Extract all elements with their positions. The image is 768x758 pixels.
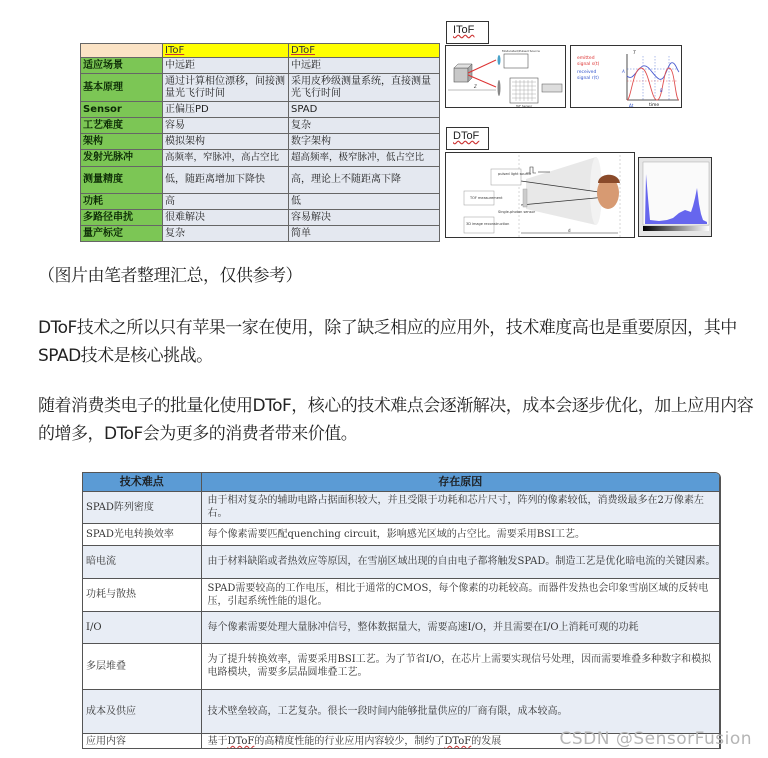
difficulty-reason: 由于材料缺陷或者热效应等原因，在雪崩区域出现的自由电子都将触发SPAD。制造工艺是优化暗电流的关键因素。: [201, 545, 720, 578]
dtof-term: DToF: [227, 736, 255, 747]
histogram-image: [638, 157, 712, 237]
difficulty-key: SPAD阵列密度: [83, 491, 201, 523]
svg-text:ToF Sensor: ToF Sensor: [516, 104, 533, 108]
svg-text:Z: Z: [474, 84, 477, 89]
difficulty-reason: 为了提升转换效率，需要采用BSI工艺。为了节省I/O，在芯片上需要实现信号处理，因而需要堆叠多种数字和模拟电路模块，需要多层晶圆堆叠工艺。: [201, 643, 720, 689]
table-row: [81, 150, 440, 167]
header-difficulty: 技术难点: [83, 473, 201, 491]
difficulty-key: 应用内容: [83, 733, 201, 749]
table-row: [81, 102, 440, 118]
table-row: [81, 210, 440, 226]
paragraph-2: 随着消费类电子的批量化使用DToF，核心的技术难点会逐渐解决，成本会逐步优化，加上应用内容的增多，DToF会为更多的消费者带来价值。: [38, 396, 754, 444]
table-row: [81, 74, 440, 102]
row-label: 基本原理: [81, 74, 163, 102]
row-label: 测量精度: [81, 167, 163, 194]
table-row: [83, 491, 720, 523]
table-row: [83, 545, 720, 578]
row-label: 适应场景: [81, 58, 163, 74]
table-row: [81, 226, 440, 242]
difficulty-reason: SPAD需要较高的工作电压，相比于通常的CMOS，每个像素的功耗较高。而器件发热也会印象雪崩区域的反转电压，引起系统性能的退化。: [201, 578, 720, 611]
header-corner: [81, 44, 163, 58]
itof-cell: 复杂: [163, 226, 289, 242]
itof-system-diagram: [445, 45, 566, 108]
text-part: 的高精度性能的行业应用内容较少，制约了: [254, 736, 445, 747]
table-row: [81, 118, 440, 134]
difficulty-key: I/O: [83, 611, 201, 643]
difficulty-key: 成本及供应: [83, 689, 201, 733]
svg-text:A: A: [622, 69, 625, 74]
table-row: [83, 523, 720, 545]
table-row: [83, 689, 720, 733]
svg-text:time: time: [649, 103, 660, 108]
dtof-cell: 超高频率，极窄脉冲，低占空比: [289, 150, 440, 167]
dtof-cell: 高，理论上不随距离下降: [289, 167, 440, 194]
difficulty-reason: 每个像素需要处理大量脉冲信号，整体数据量大，需要高速I/O，并且需要在I/O上消耗可观的功耗: [201, 611, 720, 643]
itof-cell: 中远距: [163, 58, 289, 74]
table-row: [83, 643, 720, 689]
svg-text:signal s(t): signal s(t): [577, 62, 600, 67]
row-label: 功耗: [81, 194, 163, 210]
dtof-cell: 低: [289, 194, 440, 210]
dtof-cell: SPAD: [289, 102, 440, 118]
difficulty-key: SPAD光电转换效率: [83, 523, 201, 545]
itof-cell: 高: [163, 194, 289, 210]
svg-text:signal r(t): signal r(t): [577, 76, 599, 81]
svg-text:B: B: [660, 88, 663, 93]
table-row: [81, 167, 440, 194]
svg-text:Δt: Δt: [629, 103, 634, 108]
header-reason: 存在原因: [201, 473, 720, 491]
itof-cell: 高频率，窄脉冲，高占空比: [163, 150, 289, 167]
row-label: 发射光脉冲: [81, 150, 163, 167]
table-header-row: [81, 44, 440, 58]
text-part: 基于: [207, 736, 228, 747]
dtof-cell: 简单: [289, 226, 440, 242]
itof-dtof-comparison-table: [80, 43, 440, 242]
itof-cell: 很难解决: [163, 210, 289, 226]
itof-cell: 通过计算相位漂移，间接测量光飞行时间: [163, 74, 289, 102]
row-label: Sensor: [81, 102, 163, 118]
header-dtof: DToF: [289, 44, 440, 58]
itof-cell: 低，随距离增加下降快: [163, 167, 289, 194]
svg-text:Single-photon sensor: Single-photon sensor: [498, 210, 536, 214]
table-row: [81, 134, 440, 150]
row-label: 架构: [81, 134, 163, 150]
difficulty-reason: 技术壁垒较高，工艺复杂。很长一段时间内能够批量供应的厂商有限，成本较高。: [201, 689, 720, 733]
itof-figure-label: IToF: [446, 21, 489, 44]
itof-system-diagram-art: [446, 46, 566, 108]
svg-text:pulsed light source: pulsed light source: [498, 172, 532, 176]
table-row: [81, 194, 440, 210]
dtof-system-diagram: [445, 152, 635, 238]
table-row: [83, 578, 720, 611]
dtof-term: DToF: [444, 736, 472, 747]
csdn-watermark: CSDN @SensorFusion: [559, 729, 752, 749]
difficulty-table: [83, 473, 720, 749]
difficulty-key: 功耗与散热: [83, 578, 201, 611]
difficulty-key: 暗电流: [83, 545, 201, 578]
svg-text:emitted: emitted: [577, 56, 595, 61]
dtof-system-diagram-art: [446, 153, 635, 238]
dtof-cell: 采用皮秒级测量系统，直接测量光飞行时间: [289, 74, 440, 102]
histogram-chart-art: [639, 158, 712, 237]
difficulty-key: 多层堆叠: [83, 643, 201, 689]
dtof-cell: 容易解决: [289, 210, 440, 226]
itof-cell: 容易: [163, 118, 289, 134]
svg-text:3D image reconstruction: 3D image reconstruction: [466, 222, 510, 226]
dtof-difficulty-table: [82, 472, 721, 749]
dtof-cell: 复杂: [289, 118, 440, 134]
table-row: [83, 611, 720, 643]
svg-text:TOF measurement: TOF measurement: [470, 196, 503, 200]
paragraph-1: DToF技术之所以只有苹果一家在使用，除了缺乏相应的应用外，技术难度高也是重要原因，其中SPAD技术是核心挑战。: [38, 318, 737, 366]
difficulty-reason: 由于相对复杂的辅助电路占据面积较大，并且受限于功耗和芯片尺寸，阵列的像素较低，消费级最多在2万像素左右。: [201, 491, 720, 523]
text-part: 的发展: [471, 736, 502, 747]
header-itof: IToF: [163, 44, 289, 58]
svg-text:T: T: [633, 51, 636, 56]
dtof-figure-label: DToF: [446, 127, 489, 150]
itof-cell: 模拟架构: [163, 134, 289, 150]
row-label: 量产标定: [81, 226, 163, 242]
dtof-cell: 数字架构: [289, 134, 440, 150]
row-label: 工艺难度: [81, 118, 163, 134]
svg-text:Modulated/Pulsed Source: Modulated/Pulsed Source: [502, 49, 540, 53]
table-row: [81, 58, 440, 74]
itof-signal-plot-art: [571, 46, 682, 108]
row-label: 多路径串扰: [81, 210, 163, 226]
itof-signal-plot: [570, 45, 682, 108]
table-header-row: [83, 473, 720, 491]
dtof-cell: 中远距: [289, 58, 440, 74]
figure-caption: （图片由笔者整理汇总，仅供参考）: [38, 266, 302, 286]
itof-cell: 正偏压PD: [163, 102, 289, 118]
difficulty-reason: 每个像素需要匹配quenching circuit，影响感光区域的占空比。需要采用BSI工艺。: [201, 523, 720, 545]
svg-text:d: d: [568, 228, 571, 233]
svg-text:received: received: [577, 70, 597, 75]
